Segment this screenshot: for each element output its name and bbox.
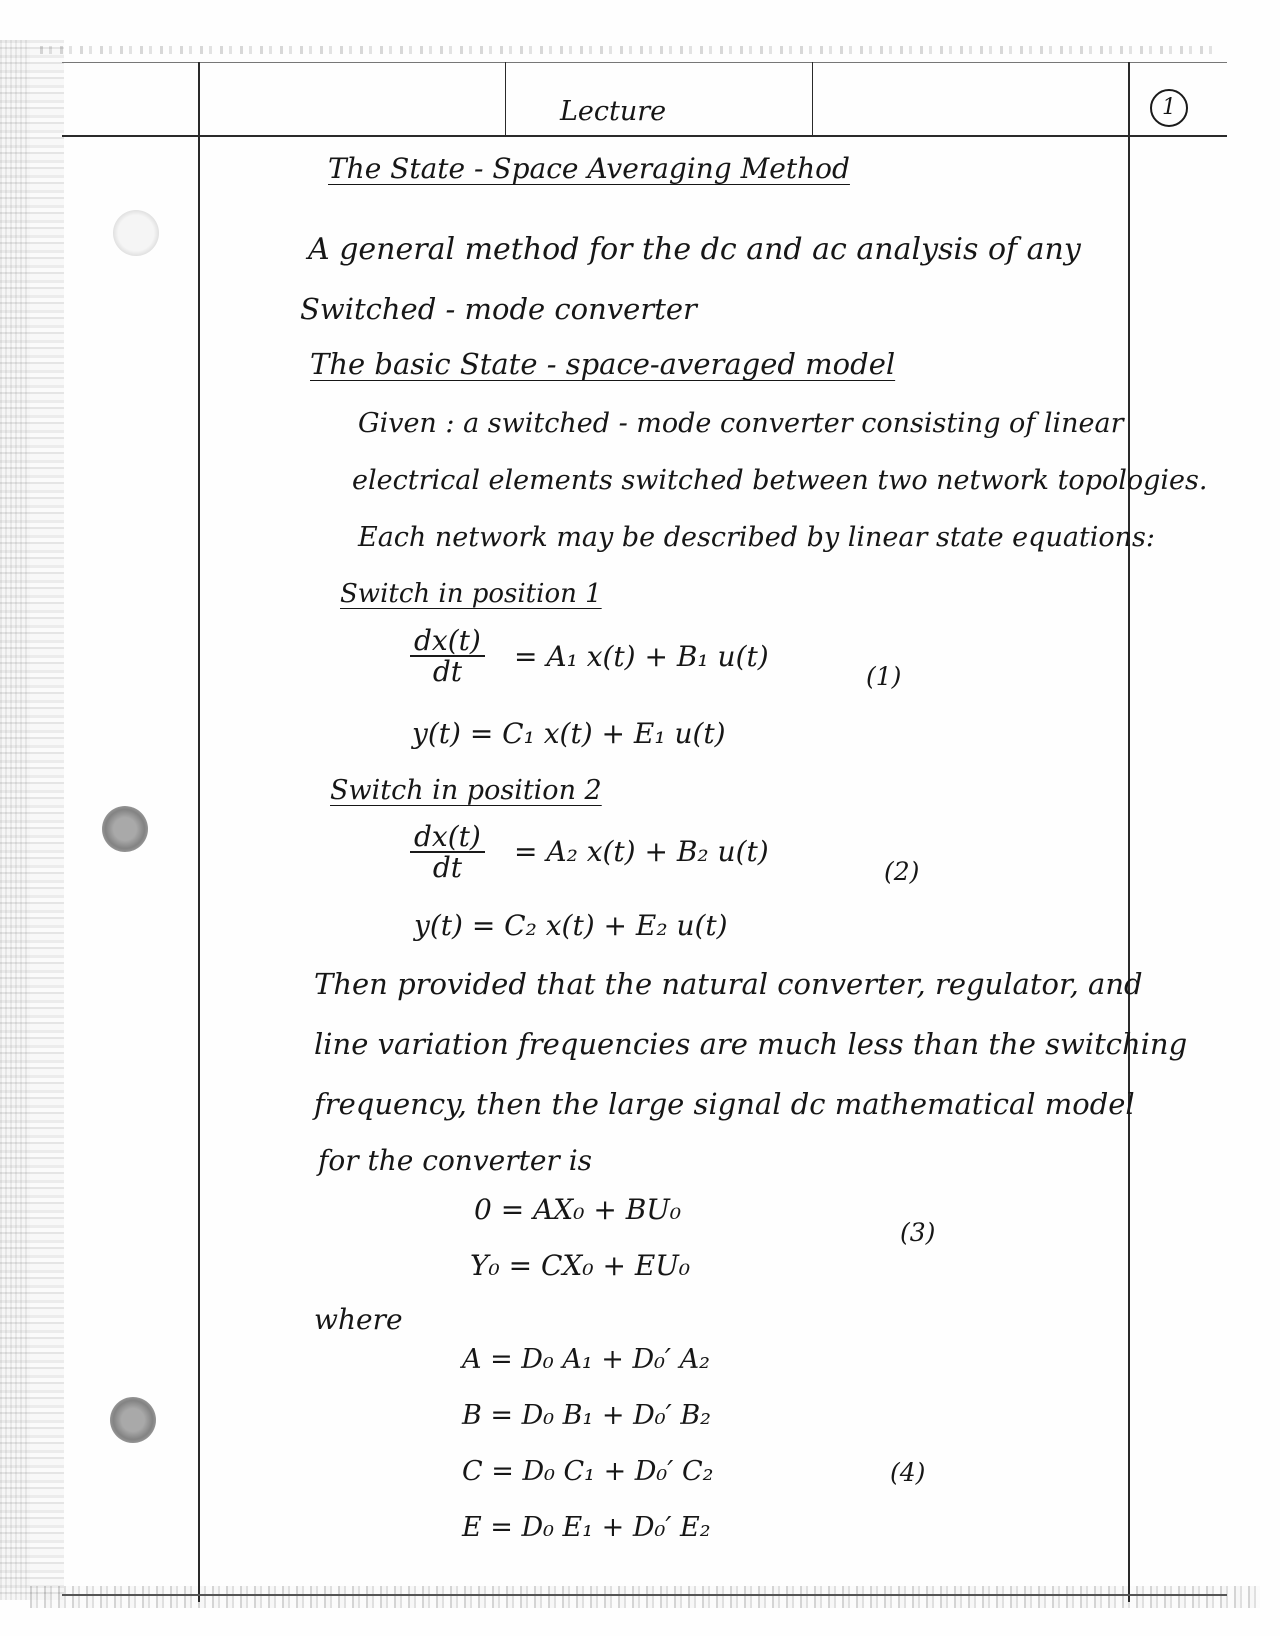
- switch1-derivative-numerator: dx(t): [410, 626, 485, 657]
- binder-hole-bottom: [110, 1397, 156, 1443]
- averaged-matrix-e: E = D₀ E₁ + D₀′ E₂: [462, 1512, 711, 1543]
- header-label: Lecture: [560, 96, 667, 127]
- switch1-derivative-denominator: dt: [432, 655, 462, 689]
- then-line-3: frequency, then the large signal dc mathematical model: [314, 1087, 1135, 1121]
- switch2-state-equation: = A₂ x(t) + B₂ u(t): [514, 835, 769, 868]
- binder-hole-top: [113, 210, 159, 256]
- given-line-2: electrical elements switched between two network topologies.: [352, 465, 1208, 496]
- scan-noise-bottom: [30, 1586, 1260, 1608]
- switch2-derivative-denominator: dt: [432, 851, 462, 885]
- eq-number-1: (1): [866, 662, 902, 691]
- averaged-matrix-b: B = D₀ B₁ + D₀′ B₂: [462, 1400, 711, 1431]
- header-divider-2: [812, 62, 813, 135]
- left-margin-rule: [198, 62, 200, 1602]
- scan-noise-top: [40, 46, 1220, 54]
- switch2-output-equation: y(t) = C₂ x(t) + E₂ u(t): [414, 909, 728, 942]
- switch1-output-equation: y(t) = C₁ x(t) + E₁ u(t): [412, 717, 726, 750]
- binder-hole-middle: [102, 806, 148, 852]
- dc-model-line-1: 0 = AX₀ + BU₀: [474, 1193, 682, 1226]
- switch1-derivative: [410, 626, 485, 688]
- header-top-rule: [62, 62, 1227, 63]
- eq-number-3: (3): [900, 1218, 936, 1247]
- eq-number-4: (4): [890, 1458, 926, 1487]
- dc-model-line-2: Y₀ = CX₀ + EU₀: [470, 1249, 691, 1282]
- header-bottom-rule: [62, 135, 1227, 137]
- footer-rule: [62, 1594, 1227, 1596]
- where-label: where: [314, 1303, 403, 1336]
- switch1-state-equation: = A₁ x(t) + B₁ u(t): [514, 640, 769, 673]
- given-line-1: Given : a switched - mode converter consisting of linear: [358, 408, 1124, 439]
- intro-line-1: A general method for the dc and ac analysis of any: [308, 232, 1081, 267]
- page-number: 1: [1150, 89, 1188, 127]
- header-divider-1: [505, 62, 506, 135]
- then-line-2: line variation frequencies are much less than the switching: [314, 1027, 1188, 1061]
- intro-line-2: Switched - mode converter: [300, 292, 697, 326]
- switch2-derivative: [410, 822, 485, 884]
- averaged-matrix-c: C = D₀ C₁ + D₀′ C₂: [462, 1456, 714, 1487]
- then-line-1: Then provided that the natural converter, regulator, and: [314, 967, 1143, 1001]
- right-margin-rule: [1128, 62, 1130, 1602]
- switch2-heading: Switch in position 2: [330, 775, 602, 806]
- then-line-4: for the converter is: [318, 1144, 593, 1177]
- eq-number-2: (2): [884, 857, 920, 886]
- switch2-derivative-numerator: dx(t): [410, 822, 485, 853]
- averaged-matrix-a: A = D₀ A₁ + D₀′ A₂: [462, 1344, 710, 1375]
- given-line-3: Each network may be described by linear state equations:: [358, 522, 1156, 553]
- scan-noise-left: [0, 40, 30, 1600]
- switch1-heading: Switch in position 1: [340, 579, 602, 609]
- section-subheading: The basic State - space-averaged model: [310, 347, 896, 381]
- page-title: The State - Space Averaging Method: [328, 152, 850, 185]
